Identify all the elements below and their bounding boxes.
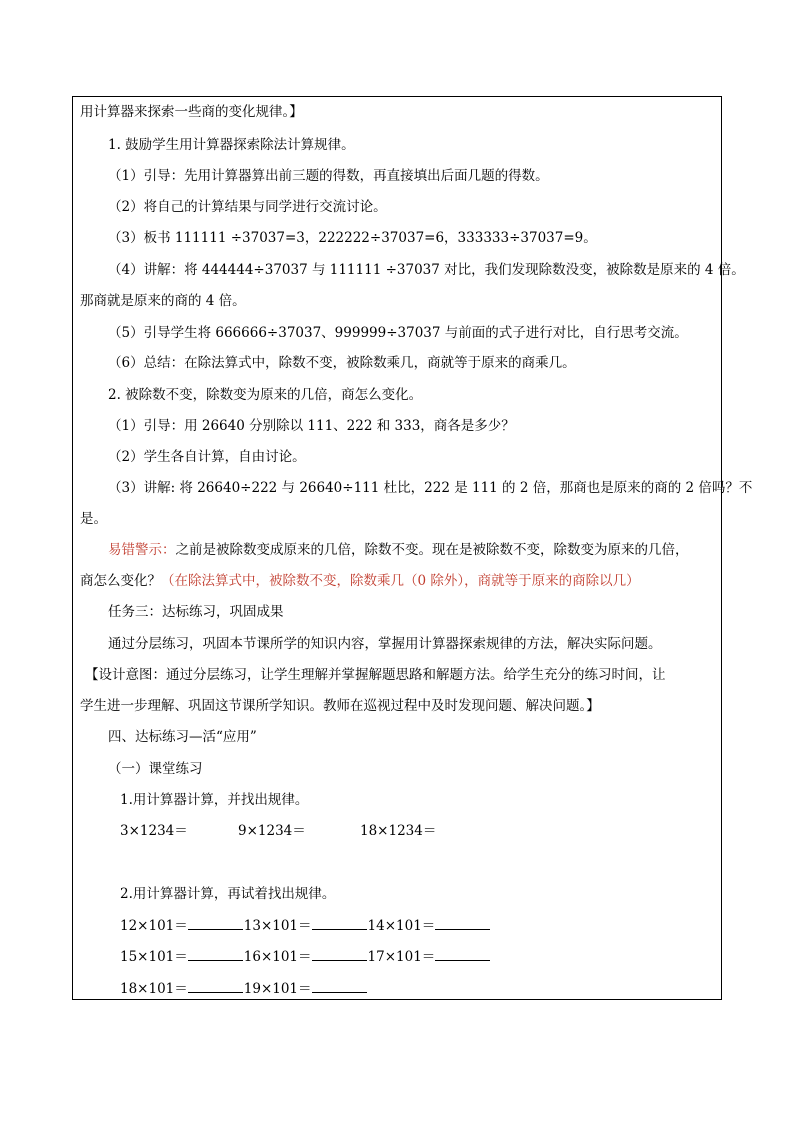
text-line: 那商就是原来的商的 4 倍。	[80, 293, 246, 309]
text-line: （6）总结：在除法算式中，除数不变，被除数乘几，商就等于原来的商乘几。	[108, 355, 576, 371]
text-line: （2）将自己的计算结果与同学进行交流讨论。	[108, 199, 387, 215]
exercise-1-row	[120, 823, 436, 839]
warning-line	[108, 542, 689, 558]
equation: 18×1234＝	[360, 823, 437, 839]
answer-blank[interactable]	[312, 980, 367, 993]
task-three-heading: 任务三：达标练习，巩固成果	[108, 604, 284, 620]
exercise-2-row	[120, 948, 491, 965]
class-practice-heading: （一）课堂练习	[108, 761, 203, 777]
text-line: （4）讲解：将 444444÷37037 与 111111 ÷37037 对比，我们发现除数没变，被除数是原来的 4 倍。	[108, 262, 745, 278]
warning-question: 商怎么变化？	[80, 573, 161, 589]
text-line: （3）板书 111111 ÷37037=3，222222÷37037=6，333333÷37037=9。	[108, 230, 597, 246]
text-line: （5）引导学生将 666666÷37037、999999÷37037 与前面的式子进行对比，自行思考交流。	[108, 325, 688, 341]
answer-blank[interactable]	[435, 917, 490, 930]
answer-blank[interactable]	[312, 917, 367, 930]
answer-blank[interactable]	[312, 948, 367, 961]
equation: 18×101＝	[120, 981, 188, 997]
warning-label: 易错警示：	[108, 542, 176, 558]
equation: 9×1234＝	[238, 823, 306, 839]
text-line: 通过分层练习，巩固本节课所学的知识内容，掌握用计算器探索规律的方法，解决实际问题。	[108, 636, 662, 652]
heading-step-2: 2. 被除数不变，除数变为原来的几倍，商怎么变化。	[108, 387, 423, 403]
equation: 3×1234＝	[120, 823, 188, 839]
text-line: （3）讲解: 将 26640÷222 与 26640÷111 杜比，222 是 111 的 2 倍，那商也是原来的商的 2 倍吗？不	[108, 480, 753, 496]
answer-blank[interactable]	[188, 980, 243, 993]
warning-text: 之前是被除数变成原来的几倍，除数不变。现在是被除数不变，除数变为原来的几倍，	[175, 542, 689, 558]
text-line: （1）引导：用 26640 分别除以 111、222 和 333，商各是多少？	[108, 418, 515, 434]
equation: 13×101＝	[243, 918, 312, 934]
equation: 14×101＝	[367, 918, 436, 934]
text-line: 是。	[80, 511, 107, 527]
text-line: 用计算器来探索一些商的变化规律。】	[80, 104, 303, 120]
equation: 19×101＝	[243, 981, 312, 997]
equation: 17×101＝	[367, 949, 436, 965]
text-line: （2）学生各自计算，自由讨论。	[108, 449, 306, 465]
text-line: （1）引导：先用计算器算出前三题的得数，再直接填出后面几题的得数。	[108, 168, 549, 184]
exercise-2-row	[120, 917, 491, 934]
equation: 15×101＝	[120, 949, 188, 965]
exercise-2-title: 2.用计算器计算，再试着找出规律。	[120, 886, 336, 902]
exercise-2-row	[120, 980, 368, 997]
warning-answer: （在除法算式中，被除数不变，除数乘几（0 除外），商就等于原来的商除以几）	[161, 573, 640, 589]
design-intent-line: 【设计意图：通过分层练习，让学生理解并掌握解题思路和解题方法。给学生充分的练习时间，让	[85, 667, 666, 683]
answer-blank[interactable]	[188, 917, 243, 930]
answer-blank[interactable]	[435, 948, 490, 961]
answer-blank[interactable]	[188, 948, 243, 961]
heading-step-1: 1. 鼓励学生用计算器探索除法计算规律。	[108, 137, 355, 153]
warning-line-2	[80, 573, 640, 589]
exercise-1-title: 1.用计算器计算，并找出规律。	[120, 792, 309, 808]
equation: 16×101＝	[243, 949, 312, 965]
section-four-heading: 四、达标练习—活“应用”	[108, 729, 257, 745]
design-intent-line: 学生进一步理解、巩固这节课所学知识。教师在巡视过程中及时发现问题、解决问题。】	[80, 698, 600, 714]
equation: 12×101＝	[120, 918, 188, 934]
